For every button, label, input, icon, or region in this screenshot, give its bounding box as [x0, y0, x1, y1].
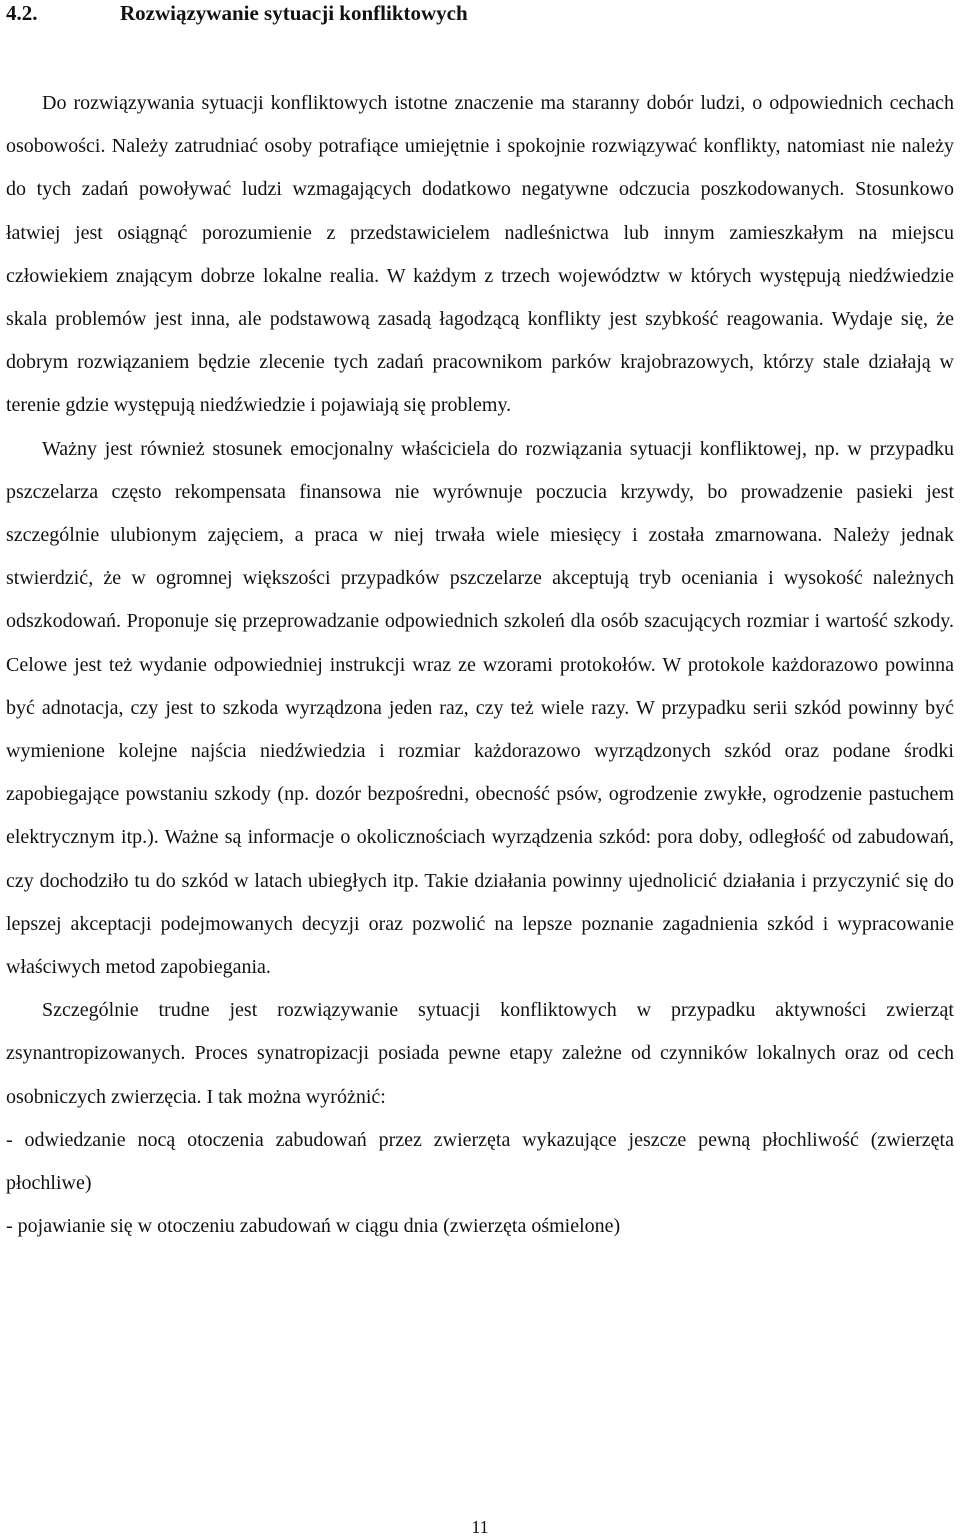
list-item-2: - pojawianie się w otoczeniu zabudowań w ciągu dnia (zwierzęta ośmielone) [6, 1215, 621, 1238]
body-text [6, 82, 954, 1248]
paragraph-1: Do rozwiązywania sytuacji konfliktowych istotne znaczenie ma staranny dobór ludzi, o odpowiednich cechach osobowości. Należy zatrudniać osoby potrafiące umiejętnie i spokojnie rozwiązywać konflikty, natomiast nie należy do tych zadań powoływać ludzi wzmagających dodatkowo negatywne odczucia poszkodowanych. Stosunkowo łatwiej jest osiągnąć porozumienie z przedstawicielem nadleśnictwa lub innym zamieszkałym na miejscu człowiekiem znającym dobrze lokalne realia. W każdym z trzech województw w których występują niedźwiedzie skala problemów jest inna, ale podstawową zasadą łagodzącą konflikty jest szybkość reagowania. Wydaje się, że dobrym rozwiązaniem będzie zlecenie tych zadań pracownikom parków krajobrazowych, którzy stale działają w terenie gdzie występują niedźwiedzie i pojawiają się problemy. [6, 92, 954, 417]
section-number: 4.2. [6, 1, 38, 25]
section-title: Rozwiązywanie sytuacji konfliktowych [120, 1, 468, 25]
page-number: 11 [471, 1517, 489, 1537]
paragraph-3: Szczególnie trudne jest rozwiązywanie sytuacji konfliktowych w przypadku aktywności zwierząt zsynantropizowanych. Proces synatropizacji posiada pewne etapy zależne od czynników lokalnych oraz od cech osobniczych zwierzęcia. I tak można wyróżnić: [6, 999, 954, 1108]
section-heading [6, 0, 468, 26]
list-item-1: - odwiedzanie nocą otoczenia zabudowań przez zwierzęta wykazujące jeszcze pewną płochliwość (zwierzęta płochliwe) [6, 1128, 954, 1195]
paragraph-2: Ważny jest również stosunek emocjonalny właściciela do rozwiązania sytuacji konfliktowej, np. w przypadku pszczelarza często rekompensata finansowa nie wyrównuje poczucia krzywdy, bo prowadzenie pasieki jest szczególnie ulubionym zajęciem, a praca w niej trwała wiele miesięcy i została zmarnowana. Należy jednak stwierdzić, że w ogromnej większości przypadków pszczelarze akceptują tryb oceniania i wysokość należnych odszkodowań. Proponuje się przeprowadzanie odpowiednich szkoleń dla osób szacujących rozmiar i wartość szkody. Celowe jest też wydanie odpowiedniej instrukcji wraz ze wzorami protokołów. W protokole każdorazowo powinna być adnotacja, czy jest to szkoda wyrządzona jeden raz, czy też wiele razy. W przypadku serii szkód powinny być wymienione kolejne najścia niedźwiedzia i rozmiar każdorazowo wyrządzonych szkód oraz podane środki zapobiegające powstaniu szkody (np. dozór bezpośredni, obecność psów, ogrodzenie zwykłe, ogrodzenie pastuchem elektrycznym itp.). Ważne są informacje o okolicznościach wyrządzenia szkód: pora doby, odległość od zabudowań, czy dochodziło tu do szkód w latach ubiegłych itp. Takie działania powinny ujednolicić działania i przyczynić się do lepszej akceptacji podejmowanych decyzji oraz pozwolić na lepsze poznanie zagadnienia szkód i wypracowanie właściwych metod zapobiegania. [6, 437, 954, 979]
